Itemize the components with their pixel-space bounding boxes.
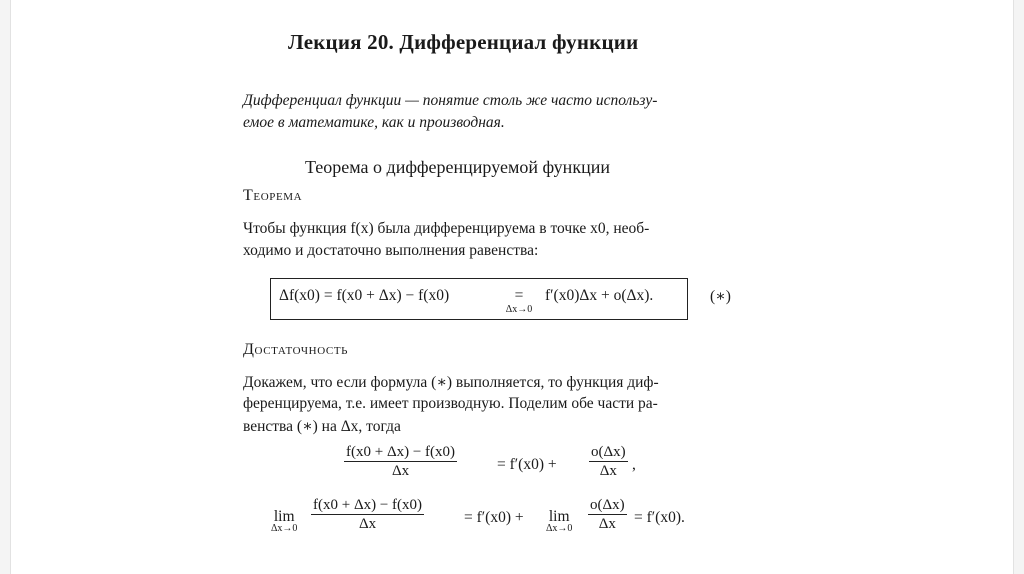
theorem-line-1: Чтобы функция f(x) была дифференцируема в точке x0, необ- <box>243 220 650 237</box>
eq1-numerator: f(x0 + Δx) − f(x0) <box>346 444 456 460</box>
eq2-lim: lim <box>273 508 295 525</box>
eq2-lim-2: lim <box>548 508 570 525</box>
equation-tag: (∗) <box>710 288 731 305</box>
theorem-heading: Теорема <box>243 187 303 204</box>
eq1-denominator: Δx <box>391 463 410 479</box>
formula-cond: Δx→0 <box>505 304 533 315</box>
page-title: Лекция 20. Дифференциал функции <box>288 30 639 54</box>
boxed-formula <box>270 278 688 320</box>
theorem-line-2: ходимо и достаточно выполнения равенства: <box>243 242 539 259</box>
sufficiency-line-1: Докажем, что если формула (∗) выполняется, то функция диф- <box>243 374 659 391</box>
eq2-denominator-2: Δx <box>598 516 616 532</box>
eq1-fraction <box>344 444 457 480</box>
eq1-numerator-2: o(Δx) <box>591 444 626 460</box>
eq2-fraction-2 <box>588 497 627 533</box>
section-title: Теорема о дифференцируемой функции <box>305 157 610 177</box>
eq2-lim-cond: Δx→0 <box>271 523 298 534</box>
eq2-limit-2 <box>546 508 572 534</box>
intro-line-1: Дифференциал функции — понятие столь же часто использу- <box>243 92 658 109</box>
sufficiency-line-2: ференцируема, т.е. имеет производную. Поделим обе части ра- <box>243 395 658 412</box>
formula-left: Δf(x0) = f(x0 + Δx) − f(x0) <box>279 287 450 304</box>
eq2-fraction <box>311 497 424 533</box>
eq2-numerator-2: o(Δx) <box>590 497 625 513</box>
formula-eq: = <box>514 287 524 304</box>
eq1-denominator-2: Δx <box>599 463 617 479</box>
eq2-denominator: Δx <box>358 516 377 532</box>
eq2-lim2-cond: Δx→0 <box>546 523 573 534</box>
eq2-middle: = f′(x0) + <box>464 509 524 526</box>
intro-line-2: емое в математике, как и производная. <box>243 114 505 131</box>
sufficiency-heading: Достаточность <box>243 341 349 358</box>
eq2-numerator: f(x0 + Δx) − f(x0) <box>313 497 423 513</box>
formula-right: f′(x0)Δx + o(Δx). <box>545 287 654 304</box>
eq1-fraction-2 <box>589 444 628 480</box>
eq1-end: , <box>632 456 636 473</box>
sufficiency-line-3: венства (∗) на Δx, тогда <box>243 418 401 435</box>
eq2-end: = f′(x0). <box>634 509 685 526</box>
formula-underset <box>499 287 539 315</box>
eq2-limit <box>271 508 297 534</box>
eq1-middle: = f′(x0) + <box>497 456 557 473</box>
